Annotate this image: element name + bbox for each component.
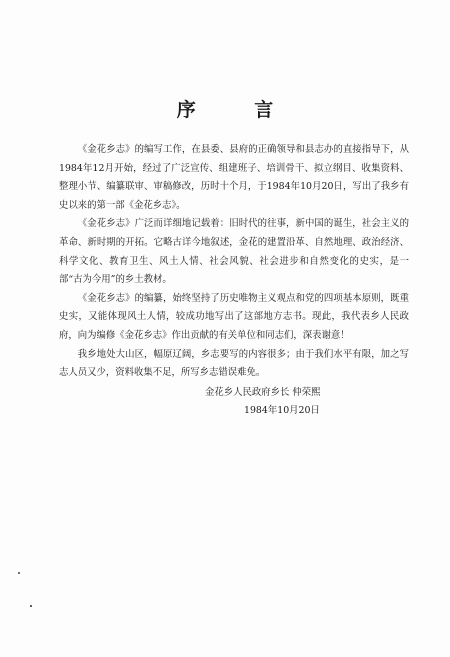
scan-speck [30,605,32,607]
scan-speck [18,572,20,574]
preface-body [59,141,409,383]
paragraph-3: 《金花乡志》的编纂，始终坚持了历史唯物主义观点和党的四项基本原则，既重史实，又能体现风土人情，较成功地写出了这部地方志书。现此，我代表乡人民政府，向为编修《金花乡志》作出贡献的有关单位和同志们，深表谢意！ [59,292,409,341]
paragraph-2: 《金花乡志》广泛而详细地记载着：旧时代的往事，新中国的诞生，社会主义的革命、新时期的开拓。它略古详今地叙述，金花的建置沿革、自然地理、政治经济、科学文化、教育卫生、风土人情、社会风貌、社会进步和自然变化的史实，是一部“古为今用”的乡土教材。 [59,218,409,286]
signature-org: 金花乡人民政府乡长 仲荣熙 [205,387,321,398]
paragraph-4: 我乡地处大山区，幅原辽阔，乡志要写的内容很多；由于我们水平有限，加之写志人员又少，资料收集不足，所写乡志错误难免。 [59,348,409,379]
signature-date: 1984年10月20日 [244,405,320,416]
page-title: 序 言 [176,99,300,121]
paragraph-1: 《金花乡志》的编写工作，在县委、县府的正确领导和县志办的直接指导下，从1984年12月开始，经过了广泛宣传、组建班子、培训骨干、拟立纲目、收集资料、整理小节、编纂联审、审稿修改，历时十个月，于1984年10月20日，写出了我乡有史以来的第一部《金花乡志》。 [59,144,409,211]
